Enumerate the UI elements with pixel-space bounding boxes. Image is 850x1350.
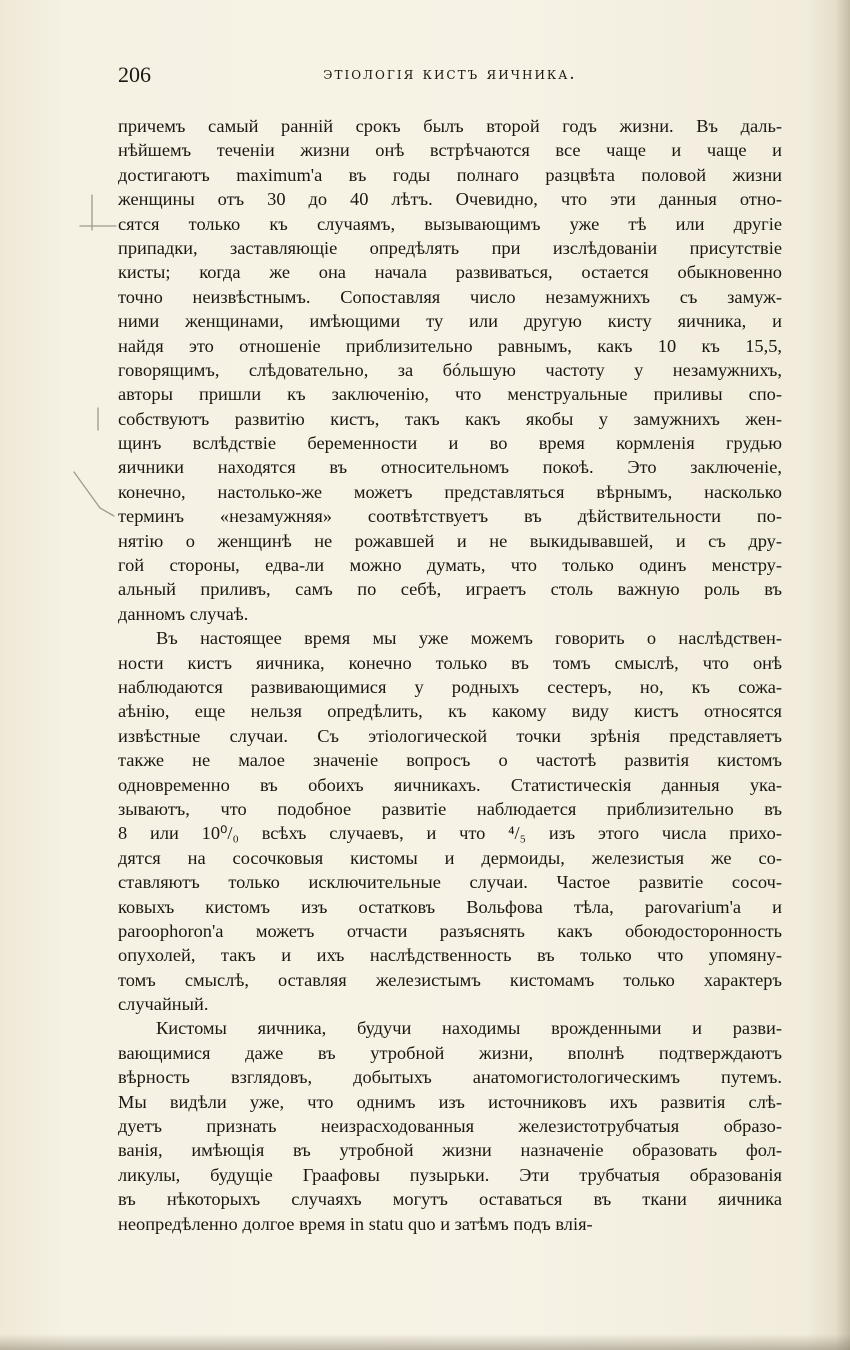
text-line: припадки, заставляющiе опредѣлять при изслѣдованiи присутствiе <box>118 237 782 258</box>
text-line: неопредѣленно долгое время in statu quo и затѣмъ подъ влiя- <box>118 1213 593 1234</box>
text-line: конечно, настолько-же можетъ представляться вѣрнымъ, насколько <box>118 481 782 502</box>
text-line: кисты; когда же она начала развиваться, остается обыкновенно <box>118 262 782 283</box>
text-line: альный приливъ, самъ по себѣ, играетъ столь важную роль въ <box>118 579 782 600</box>
body-text <box>118 114 782 1236</box>
text-line: томъ смыслѣ, оставляя железистымъ кистомамъ только характеръ <box>118 969 782 990</box>
text-line: ставляютъ только исключительные случаи. Частое развитiе сосоч- <box>118 872 782 893</box>
text-line: ности кистъ яичника, конечно только въ томъ смыслѣ, что онѣ <box>118 652 782 673</box>
text-line: найдя это отношенiе приблизительно равнымъ, какъ 10 къ 15,5, <box>118 335 782 356</box>
text-line: въ нѣкоторыхъ случаяхъ могутъ оставаться въ ткани яичника <box>118 1189 782 1210</box>
text-line: сятся только къ случаямъ, вызывающимъ уже тѣ или другiе <box>118 213 782 234</box>
text-line: Кистомы яичника, будучи находимы врожденными и разви- <box>156 1018 782 1039</box>
text-line: аѣнiю, еще нельзя опредѣлить, къ какому виду кистъ относятся <box>118 701 782 722</box>
page-bottom-shadow <box>0 1334 850 1350</box>
margin-mark-angle <box>74 472 114 516</box>
text-line: 8 или 10⁰/₀ всѣхъ случаевъ, и что ⁴/₅ изъ этого числа прихо- <box>118 823 782 844</box>
text-line: зываютъ, что подобное развитiе наблюдается приблизительно въ <box>118 798 782 819</box>
text-line: достигаютъ maximum'а въ годы полнаго разцвѣта половой жизни <box>118 164 782 185</box>
text-line: одновременно въ обоихъ яичникахъ. Статистическiя данныя ука- <box>118 774 782 795</box>
paragraph <box>118 114 782 626</box>
text-line: нятiю о женщинѣ не рожавшей и не выкидывавшей, и съ дру- <box>118 530 782 551</box>
text-line: данномъ случаѣ. <box>118 603 249 624</box>
text-line: Въ настоящее время мы уже можемъ говорить о наслѣдствен- <box>156 628 782 649</box>
text-line: Мы видѣли уже, что однимъ изъ источниковъ ихъ развитiя слѣ- <box>118 1091 782 1112</box>
text-line: случайный. <box>118 994 209 1015</box>
text-line: собствуютъ развитiю кистъ, такъ какъ якобы у замужнихъ жен- <box>118 408 782 429</box>
text-line: ними женщинами, имѣющими ту или другую кисту яичника, и <box>118 311 782 332</box>
text-line: paroophoron'а можетъ отчасти разъяснять какъ обоюдосторонность <box>118 920 782 941</box>
text-line: точно неизвѣстнымъ. Сопоставляя число незамужнихъ съ замуж- <box>118 286 782 307</box>
paragraph <box>118 1016 782 1236</box>
text-line: авторы пришли къ заключенiю, что менструальные приливы спо- <box>118 384 782 405</box>
text-line: также не малое значенiе вопросъ о частотѣ развитiя кистомъ <box>118 750 782 771</box>
text-line: щинъ вслѣдствiе беременности и во время кормленiя грудью <box>118 433 782 454</box>
text-line: вающимися даже въ утробной жизни, вполнѣ подтверждаютъ <box>118 1042 782 1063</box>
text-line: ликулы, будущiе Граафовы пузырьки. Эти трубчатыя образованiя <box>118 1164 782 1185</box>
text-line: гой стороны, едва-ли можно думать, что только одинъ менстру- <box>118 555 782 576</box>
text-line: женщины отъ 30 до 40 лѣтъ. Очевидно, что эти данныя отно- <box>118 189 782 210</box>
text-line: ковыхъ кистомъ изъ остатковъ Вольфова тѣла, parovarium'а и <box>118 896 782 917</box>
text-line: дуетъ признать неизрасходованныя железистотрубчатыя образо- <box>118 1116 782 1137</box>
text-line: терминъ «незамужняя» соотвѣтствуетъ въ дѣйствительности по- <box>118 506 782 527</box>
text-line: опухолей, такъ и ихъ наслѣдственность въ только что упомяну- <box>118 945 782 966</box>
text-line: вѣрность взглядовъ, добытыхъ анатомогистологическимъ путемъ. <box>118 1067 782 1088</box>
text-line: причемъ самый раннiй срокъ былъ второй годъ жизни. Въ даль- <box>118 116 782 136</box>
text-line: дятся на сосочковыя кистомы и дермоиды, железистыя же со- <box>118 847 782 868</box>
paragraph <box>118 626 782 1016</box>
text-line: извѣстные случаи. Съ этiологической точки зрѣнiя представляетъ <box>118 725 782 746</box>
text-line: нѣйшемъ теченiи жизни онѣ встрѣчаются все чаще и чаще и <box>118 140 782 161</box>
text-line: говорящимъ, слѣдовательно, за бóльшую частоту у незамужнихъ, <box>118 359 782 380</box>
text-line: яичники находятся въ относительномъ покоѣ. Это заключенiе, <box>118 457 782 478</box>
margin-pencil-marks <box>70 190 130 530</box>
page-header <box>118 62 782 92</box>
page-number: 206 <box>118 62 151 87</box>
page-right-shadow <box>836 0 850 1350</box>
running-title: этiологiя кистъ яичника. <box>323 64 577 84</box>
text-line: наблюдаются развивающимися у родныхъ сестеръ, но, къ сожа- <box>118 676 782 697</box>
text-line: ванiя, имѣющiя въ утробной жизни назначенiе образовать фол- <box>118 1140 782 1161</box>
